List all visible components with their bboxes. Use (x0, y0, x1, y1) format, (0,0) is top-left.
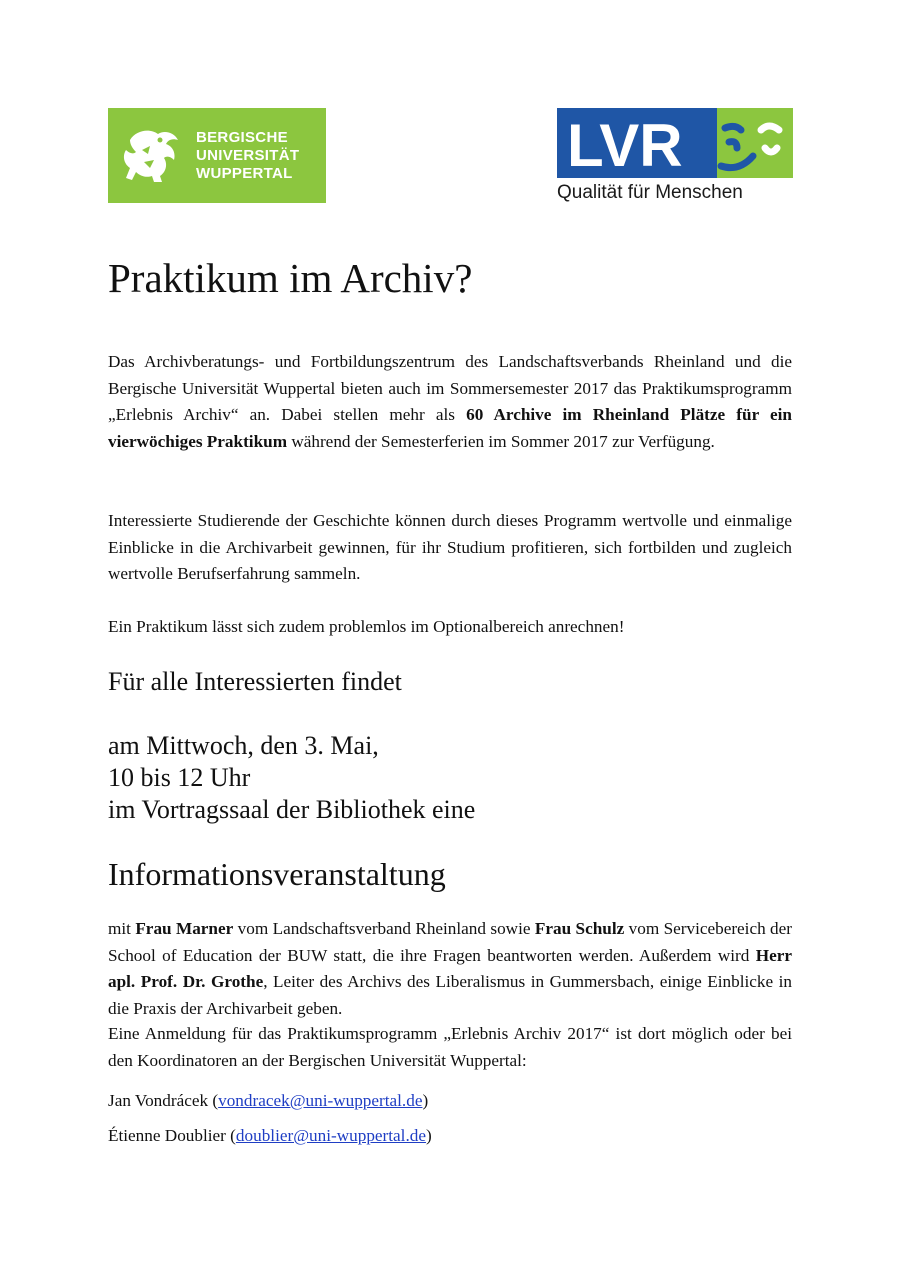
page-title: Praktikum im Archiv? (108, 255, 473, 301)
text-span: mit (108, 919, 136, 938)
text-span: während der Semesterferien im Sommer 2017 zur Verfügung. (287, 431, 715, 451)
event-place: im Vortragssaal der Bibliothek eine (108, 795, 476, 824)
benefits-paragraph: Interessierte Studierende der Geschichte können durch dieses Programm wertvolle und einmalige Einblicke in die Archivarbeit gewinnen, für ihr Studium profitieren, sich fortbilden und zugleich wertvolle Berufserfahrung sammeln. (108, 511, 792, 583)
speaker-name: Frau Schulz (534, 919, 625, 938)
contact-name: Étienne Doublier ( (108, 1126, 236, 1145)
speaker-name: Herr apl. Prof. Dr. Grothe (108, 945, 792, 991)
event-time: 10 bis 12 Uhr (108, 763, 251, 792)
buw-logo-line: UNIVERSITÄT (196, 147, 300, 164)
speakers-paragraph (108, 916, 792, 1022)
buw-logo-line: WUPPERTAL (196, 165, 293, 182)
buw-logo-line: BERGISCHE (196, 129, 288, 146)
lvr-letters: LVR (567, 112, 683, 178)
text-span: , Leiter des Archivs des Liberalismus in Gummersbach, einige Einblicke in die Praxis der Archivarbeit geben. (108, 972, 792, 1018)
contact-line (108, 1123, 792, 1150)
contact-line (108, 1088, 792, 1115)
text-span: vom Landschaftsverband Rheinland sowie (233, 919, 535, 938)
text-span: Das Archivberatungs- und Fortbildungszentrum des Landschaftsverbands Rheinland und die Bergische Universität Wuppertal bieten auch im Sommersemester 2017 das Praktikumsprogramm „Erlebnis Archiv“ an. Dabei stellen mehr als (108, 352, 792, 424)
text-span: ) (422, 1091, 429, 1110)
email-link[interactable]: vondracek@uni-wuppertal.de (218, 1091, 423, 1110)
registration-paragraph: Eine Anmeldung für das Praktikumsprogramm „Erlebnis Archiv 2017“ ist dort möglich oder bei den Koordinatoren an der Bergischen Universität Wuppertal: (108, 1024, 792, 1070)
lvr-tagline: Qualität für Menschen (557, 182, 743, 203)
intro-paragraph (108, 349, 792, 455)
text-span: vom Servicebereich der School of Education der BUW statt, die ihre Fragen beantworten werden. Außerdem wird (108, 919, 793, 965)
email-link[interactable]: doublier@uni-wuppertal.de (235, 1126, 426, 1145)
credit-paragraph: Ein Praktikum lässt sich zudem problemlos im Optionalbereich anrechnen! (108, 617, 625, 636)
buw-logo (108, 108, 326, 203)
speaker-name: Frau Marner (135, 919, 234, 938)
intro-line: Für alle Interessierten findet (108, 667, 402, 696)
event-date: am Mittwoch, den 3. Mai, (108, 731, 379, 760)
event-heading: Informationsveranstaltung (108, 856, 446, 892)
lvr-wordmark (557, 108, 793, 178)
contact-name: Jan Vondrácek ( (108, 1091, 219, 1110)
text-span: ) (425, 1126, 432, 1145)
lion-crest-icon (120, 126, 186, 186)
lvr-logo (557, 108, 793, 208)
bold-highlight: 60 Archive im Rheinland Plätze für ein vierwöchiges Praktikum (108, 405, 792, 451)
